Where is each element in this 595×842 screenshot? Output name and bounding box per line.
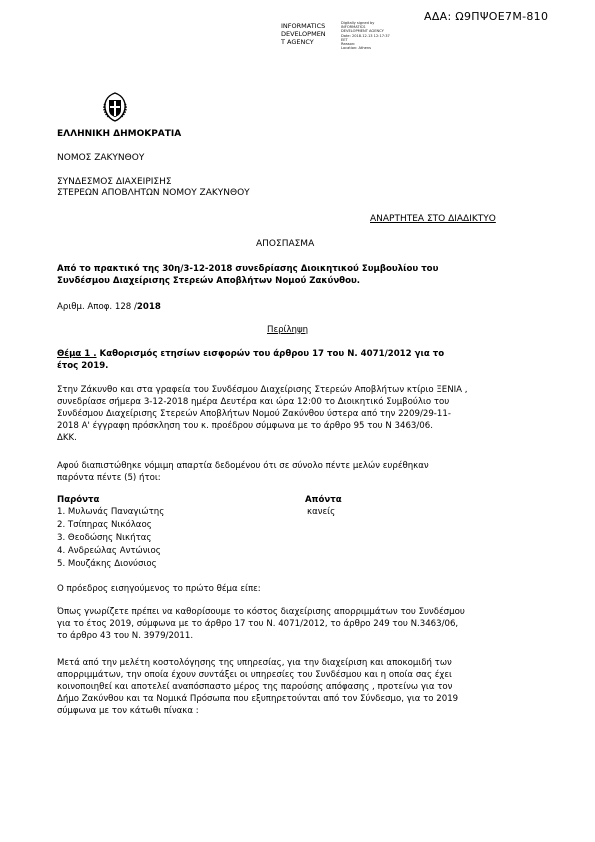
present-member: 1. Μυλωνάς Παναγιώτης	[57, 507, 165, 517]
paragraph-line: απορριμμάτων, την οποία έχουν συντάξει οι υπηρεσίες του Συνδέσμου και η οποία σας έχει	[57, 670, 452, 680]
quorum-line: παρόντα πέντε (5) ήτοι:	[57, 473, 161, 483]
prefecture-heading: ΝΟΜΟΣ ΖΑΚΥΝΘΟΥ	[57, 153, 145, 163]
document-type: ΑΠΟΣΠΑΣΜΑ	[256, 239, 315, 249]
summary-heading: Περίληψη	[267, 325, 309, 335]
paragraph-line: κοινοποιηθεί και αποτελεί αναπόσπαστο μέρος της παρούσης απόφασης , προτείνω για τον	[57, 682, 453, 692]
intro-line: συνεδρίασε σήμερα 3-12-2018 ημέρα Δευτέρα και ώρα 12:00 το Διοικητικό Συμβούλιο του	[57, 397, 450, 407]
agency-line: DEVELOPMEN	[281, 30, 326, 38]
minutes-line: Από το πρακτικό της 30η/3-12-2018 συνεδρίασης Διοικητικού Συμβουλίου του	[57, 264, 439, 274]
paragraph-line: το άρθρο 43 του Ν. 3979/2011.	[57, 631, 194, 641]
internet-posting-notice: ΑΝΑΡΤΗΤΕΑ ΣΤΟ ΔΙΑΔΙΚΤΥΟ	[370, 214, 496, 224]
agency-line: INFORMATICS	[281, 22, 326, 30]
decision-year: 2018	[136, 302, 161, 312]
signature-detail-line: Reason:	[341, 42, 356, 47]
topic-label: Θέμα 1 .	[57, 349, 97, 359]
decision-number	[57, 302, 161, 312]
intro-line: 2018 Α' έγγραφη πρόσκληση του κ. προέδρου σύμφωνα με το άρθρο 95 του Ν 3463/06.	[57, 421, 433, 431]
present-heading: Παρόντα	[57, 495, 100, 505]
president-intro: Ο πρόεδρος εισηγούμενος το πρώτο θέμα είπε:	[57, 584, 261, 594]
decision-label: Αριθμ. Αποφ. 128 /	[57, 302, 137, 312]
minutes-line: Συνδέσμου Διαχείρισης Στερεών Αποβλήτων Νομού Ζακύνθου.	[57, 276, 361, 286]
intro-line: Συνδέσμου Διαχείρισης Στερεών Αποβλήτων Νομού Ζακύνθου ύστερα από την 2209/29-11-	[57, 409, 451, 419]
present-member: 2. Τσίπηρας Νικόλαος	[57, 520, 152, 530]
greek-emblem-icon	[100, 92, 130, 122]
topic-line	[57, 349, 444, 359]
paragraph-line: για το έτος 2019, σύμφωνα με το άρθρο 17 του Ν. 4071/2012, το άρθρο 249 του Ν.3463/06,	[57, 619, 459, 629]
signature-detail-line: Location: Athens	[341, 46, 371, 51]
signature-detail-line: DEVELOPMENT AGENCY	[341, 29, 384, 34]
quorum-line: Αφού διαπιστώθηκε νόμιμη απαρτία δεδομένου ότι σε σύνολο πέντε μελών ευρέθηκαν	[57, 461, 429, 471]
association-line: ΣΤΕΡΕΩΝ ΑΠΟΒΛΗΤΩΝ ΝΟΜΟΥ ΖΑΚΥΝΘΟΥ	[57, 188, 250, 198]
association-line: ΣΥΝΔΕΣΜΟΣ ΔΙΑΧΕΙΡΙΣΗΣ	[57, 177, 172, 187]
present-member: 4. Ανδρεώλας Αντώνιος	[57, 546, 161, 556]
paragraph-line: Μετά από την μελέτη κοστολόγησης της υπηρεσίας, για την διαχείριση και αποκομιδή των	[57, 658, 452, 668]
present-member: 5. Μουζάκης Διονύσιος	[57, 559, 157, 569]
intro-line: Στην Ζάκυνθο και στα γραφεία του Συνδέσμου Διαχείρισης Στερεών Αποβλήτων κτίριο ΞΕΝΙΑ ,	[57, 385, 468, 395]
intro-line: ΔΚΚ.	[57, 433, 77, 443]
ada-code: ΑΔΑ: Ω9ΠΨΟΕ7Μ-810	[424, 10, 549, 23]
paragraph-line: Δήμο Ζακύνθου και τα Νομικά Πρόσωπα που εξυπηρετούνται από τον Σύνδεσμο, για το 2019	[57, 694, 459, 704]
signature-detail-line: Date: 2018.12.13 12:17:37	[341, 33, 390, 38]
paragraph-line: σύμφωνα με τον κάτωθι πίνακα :	[57, 706, 199, 716]
signature-details	[341, 21, 390, 50]
signature-agency-block	[281, 22, 326, 46]
topic-text: Καθορισμός ετησίων εισφορών του άρθρου 17 του Ν. 4071/2012 για το	[96, 349, 445, 359]
agency-line: T AGENCY	[281, 38, 314, 46]
paragraph-line: Όπως γνωρίζετε πρέπει να καθορίσουμε το κόστος διαχείρισης απορριμμάτων του Συνδέσμου	[57, 607, 465, 617]
republic-heading: ΕΛΛΗΝΙΚΗ ΔΗΜΟΚΡΑΤΙΑ	[57, 129, 182, 139]
present-member: 3. Θεοδώσης Νικήτας	[57, 533, 152, 543]
signature-detail-line: Digitally signed by	[341, 21, 375, 25]
signature-detail-line: EET	[341, 37, 348, 42]
absent-heading: Απόντα	[305, 495, 342, 505]
topic-line: έτος 2019.	[57, 361, 109, 371]
absent-member: κανείς	[307, 507, 336, 517]
signature-detail-line: INFORMATICS	[341, 25, 366, 30]
